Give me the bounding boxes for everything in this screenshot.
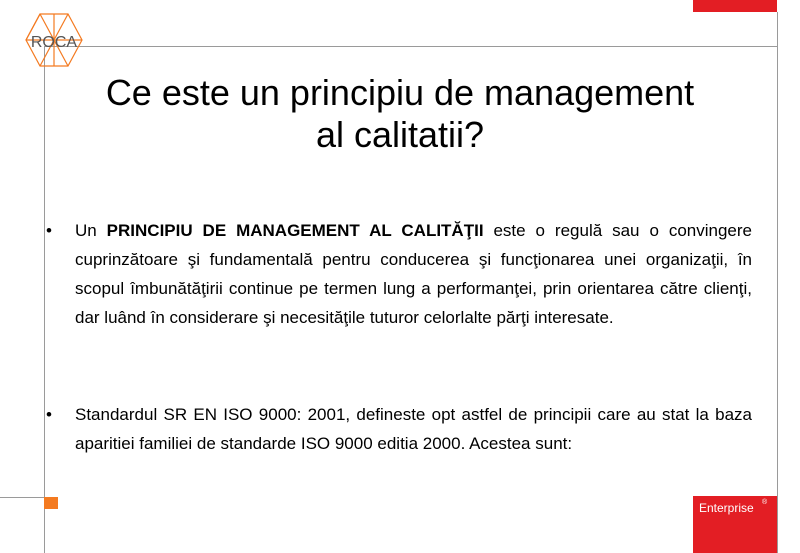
title-line-2: al calitatii?	[315, 114, 485, 155]
title-line-1: Ce este un principiu de management	[105, 72, 695, 113]
enterprise-badge	[693, 496, 777, 553]
enterprise-label: Enterprise	[699, 501, 754, 515]
bullet-1-emphasis: PRINCIPIU DE MANAGEMENT AL CALITĂŢII	[106, 221, 484, 240]
orange-square	[44, 497, 58, 509]
registered-mark: ®	[762, 499, 768, 506]
bullet-item-1	[46, 216, 752, 332]
bullet-2-text: Standardul SR EN ISO 9000: 2001, defineste opt astfel de principii care au stat la baza aparitiei familiei de standarde ISO 9000 editia 2000. Acestea sunt:	[75, 405, 752, 453]
frame-line-top	[44, 46, 778, 47]
bullet-dot-icon: •	[46, 405, 52, 424]
top-red-bar	[693, 0, 777, 12]
frame-line-bottom-left	[0, 497, 45, 498]
bullet-1-text: este o regulă sau o convingere cuprinzătoare şi fundamentală pentru conducerea şi funcţionarea unei organizaţii, în scopul îmbunătăţirii continue pe termen lung a performanţei, prin orientarea către clienţi, dar luând în considerare şi necesităţile tuturor celorlalte părţi interesate.	[75, 221, 752, 327]
bullet-dot-icon: •	[46, 221, 52, 240]
roca-logo-icon	[14, 12, 94, 70]
bullet-item-2	[46, 400, 752, 458]
roca-logo	[14, 12, 94, 70]
logo-text: ROCA	[30, 34, 78, 51]
slide-title	[0, 72, 800, 156]
bullet-1-prefix: Un	[75, 221, 107, 240]
